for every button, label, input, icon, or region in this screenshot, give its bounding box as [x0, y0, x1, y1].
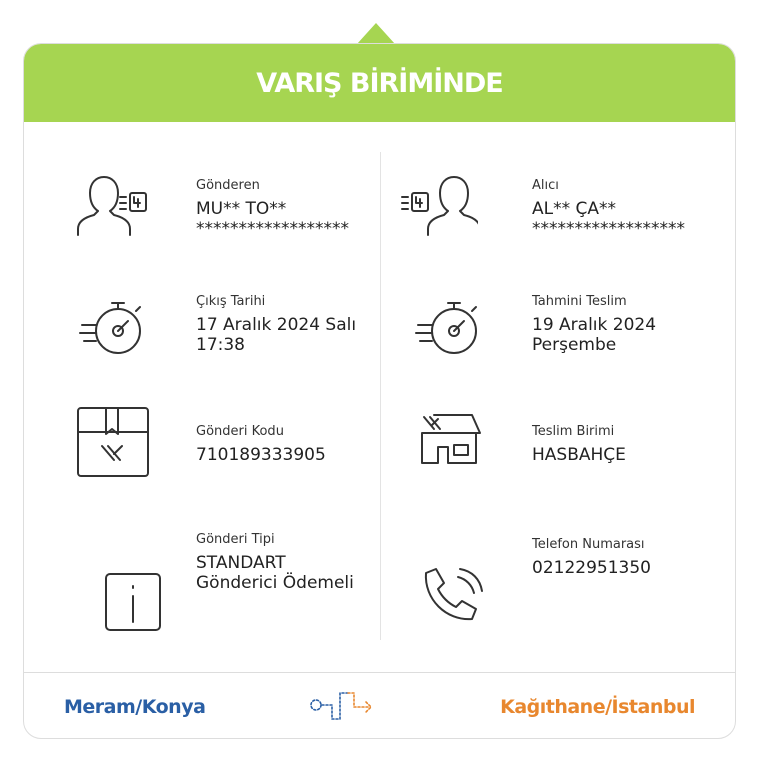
- shipment-status-card: [23, 43, 736, 739]
- route-icon: [308, 687, 398, 727]
- sender-info: [196, 178, 349, 239]
- pointer-arrow: [357, 23, 395, 44]
- departure-date: 17 Aralık 2024 Salı: [196, 315, 357, 335]
- payment-type: Gönderici Ödemeli: [196, 573, 354, 593]
- status-title: VARIŞ BİRİMİNDE: [256, 67, 503, 99]
- sender-label: Gönderen: [196, 178, 260, 193]
- estimated-delivery-date: 19 Aralık 2024: [532, 315, 657, 335]
- tracking-code[interactable]: 710189333905: [196, 445, 326, 465]
- delivery-branch-label: Teslim Birimi: [532, 424, 615, 439]
- departure-info: [196, 294, 356, 355]
- estimated-delivery-info: [532, 294, 656, 355]
- tracking-code-label: Gönderi Kodu: [196, 424, 284, 439]
- origin-location: Meram/Konya: [64, 695, 206, 718]
- shipment-type-label: Gönderi Tipi: [196, 532, 275, 547]
- destination-location: Kağıthane/İstanbul: [500, 695, 695, 718]
- column-divider: [380, 152, 381, 640]
- delivery-stopwatch-icon: [412, 289, 492, 369]
- receiver-masked: ******************: [532, 219, 685, 239]
- delivery-branch-info: [532, 424, 626, 465]
- sender-name: MU** TO**: [196, 199, 287, 219]
- status-header: [24, 44, 735, 122]
- receiver-label: Alıcı: [532, 178, 559, 193]
- tracking-code-info: [196, 424, 326, 465]
- receiver-name: AL** ÇA**: [532, 199, 617, 219]
- departure-time: 17:38: [196, 335, 245, 355]
- receiver-info: [532, 178, 685, 239]
- departure-label: Çıkış Tarihi: [196, 294, 266, 309]
- shipment-type-info: [196, 532, 354, 593]
- shipment-type: STANDART: [196, 553, 286, 573]
- info-icon: [94, 564, 174, 644]
- receiver-icon: [398, 169, 478, 249]
- phone-info: [532, 537, 651, 578]
- phone-icon: [414, 559, 494, 639]
- sender-masked: ******************: [196, 219, 349, 239]
- estimated-delivery-day: Perşembe: [532, 335, 617, 355]
- sender-icon: [72, 169, 152, 249]
- delivery-branch: HASBAHÇE: [532, 445, 626, 465]
- package-icon: [72, 402, 152, 482]
- stopwatch-icon: [76, 289, 156, 369]
- estimated-delivery-label: Tahmini Teslim: [532, 294, 627, 309]
- phone-label: Telefon Numarası: [532, 537, 645, 552]
- branch-building-icon: [414, 409, 494, 489]
- phone-number[interactable]: 02122951350: [532, 558, 651, 578]
- route-footer: [24, 672, 735, 739]
